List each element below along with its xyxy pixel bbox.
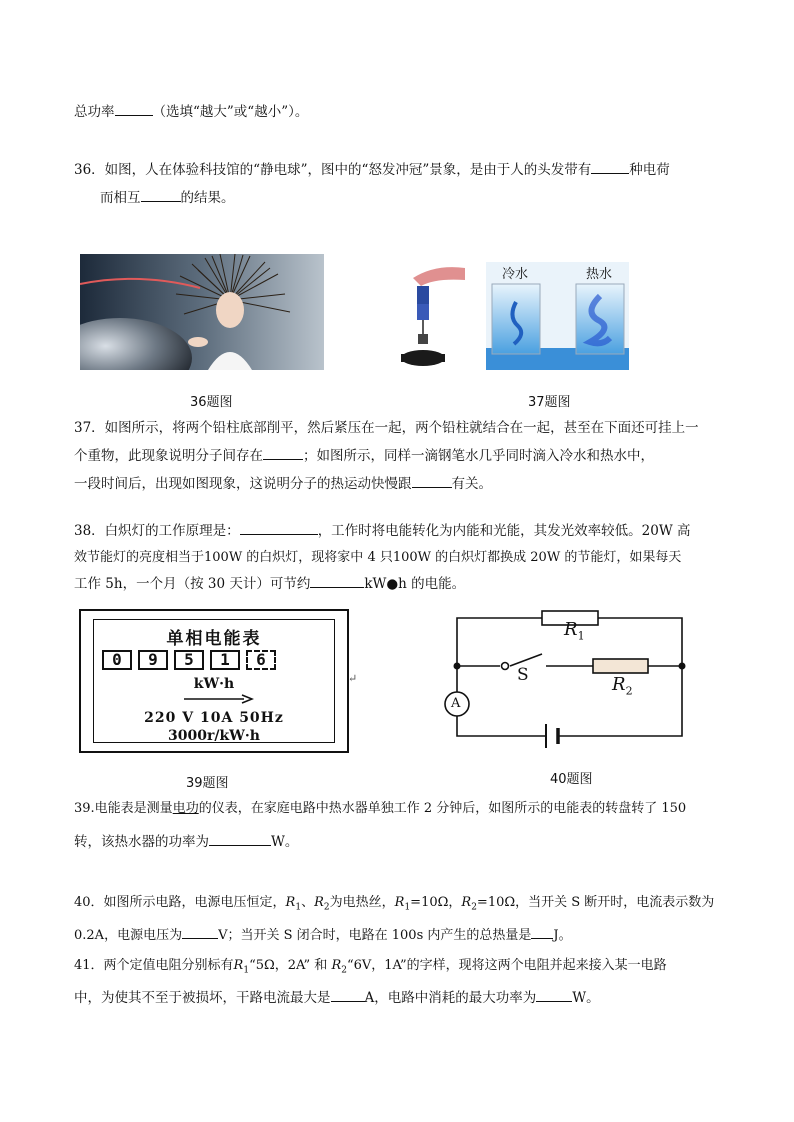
- answer-blank[interactable]: [240, 522, 318, 535]
- q40-r2: R: [314, 895, 324, 910]
- r1-subscript: 1: [577, 629, 585, 643]
- q41-text-e: W。: [572, 990, 600, 1006]
- q37-text-a: 个重物，此现象说明分子间存在: [74, 448, 263, 464]
- electric-meter-figure: [79, 609, 349, 753]
- r1-letter: R: [564, 619, 578, 640]
- q41-text-b: 的字样，现将这两个电阻并起来接入某一电路: [406, 958, 667, 973]
- q40-r1-value-label: R: [394, 895, 405, 910]
- q39-filled-answer: 电功: [172, 801, 199, 816]
- answer-blank[interactable]: [310, 575, 364, 588]
- r2-subscript: 2: [625, 684, 633, 698]
- meter-digit: 1: [210, 650, 240, 670]
- q36-line2: [100, 188, 235, 208]
- q40-r2-value-label: R: [461, 895, 472, 910]
- q35-suffix: （选填“越大”或“越小”）。: [152, 104, 309, 120]
- q40-line2: [74, 926, 572, 946]
- q37-line3: [74, 474, 492, 494]
- q41-text-d: A，电路中消耗的最大功率为: [364, 990, 537, 1006]
- q37-text-b: ；如图所示，同样一滴钢笔水几乎同时滴入冷水和热水中，: [303, 448, 654, 464]
- subscript: 2: [341, 965, 347, 976]
- subscript: 2: [471, 902, 477, 913]
- q39-text-b: 的仪表，在家庭电路中热水器单独工作 2 分钟后，如图所示的电能表的转盘转了 150: [198, 801, 687, 816]
- q39-text-d: W。: [271, 834, 299, 850]
- meter-digit: 5: [174, 650, 204, 670]
- q36-text-c: 而相互: [100, 190, 141, 206]
- q40-text-a: 40．如图所示电路，电源电压恒定，: [74, 895, 286, 910]
- resistor-r2: [593, 659, 648, 673]
- subscript: 1: [404, 902, 411, 913]
- caption-fig40: 40题图: [550, 772, 593, 787]
- meter-title: 单相电能表: [166, 629, 262, 649]
- meter-unit: kW·h: [193, 676, 235, 692]
- return-mark-icon: ↵: [348, 672, 358, 685]
- q41-r2-label: “6V，1A”: [346, 958, 407, 973]
- answer-blank[interactable]: [115, 103, 153, 116]
- q40-r1-value: =10Ω，: [410, 895, 462, 910]
- q38-line2: 效节能灯的亮度相当于100W 的白炽灯，现将家中 4 只100W 的白炽灯都换成 20W 的节能灯，如果每天: [74, 550, 682, 565]
- answer-blank[interactable]: [331, 989, 365, 1002]
- q36-line1: [74, 160, 670, 180]
- q38-line1: [74, 521, 691, 541]
- r2-letter: R: [612, 674, 626, 695]
- q36-text-a: 36．如图，人在体验科技馆的“静电球”，图中的“怒发冲冠”景象，是由于人的头发带有: [74, 162, 592, 178]
- q38-text-d: kW●h 的电能。: [364, 576, 466, 592]
- label-ammeter: A: [451, 696, 461, 711]
- q40-line1: [74, 893, 714, 918]
- subscript: 1: [295, 902, 302, 913]
- meter-face: [93, 619, 335, 743]
- q38-text-c: 工作 5h，一个月（按 30 天计）可节约: [74, 576, 311, 592]
- arrow-right-icon: [184, 694, 254, 704]
- meter-digit: 9: [138, 650, 168, 670]
- answer-blank[interactable]: [531, 926, 553, 939]
- caption-fig39: 39题图: [186, 776, 229, 791]
- answer-blank[interactable]: [591, 161, 629, 174]
- q36-text-b: 种电荷: [629, 162, 670, 178]
- q35-tail: [74, 102, 308, 122]
- q37-text-d: 有关。: [451, 476, 492, 492]
- q39-line2: [74, 832, 298, 852]
- q41-text-a: 41．两个定值电阻分别标有: [74, 958, 234, 973]
- label-s: S: [517, 665, 529, 685]
- answer-blank[interactable]: [182, 926, 218, 939]
- q40-text-e: J。: [553, 928, 572, 943]
- q41-text-c: 中，为使其不至于被损坏，干路电流最大是: [74, 990, 331, 1006]
- q41-and: 和: [310, 958, 332, 973]
- q36-text-d: 的结果。: [180, 190, 235, 206]
- label-r1: [564, 620, 585, 647]
- q38-line3: [74, 574, 465, 594]
- label-r2: [612, 675, 633, 702]
- q38-text-a: 38．白炽灯的工作原理是：: [74, 523, 240, 539]
- static-electricity-photo: [80, 254, 324, 370]
- q40-text-c: 0.2A，电源电压为: [74, 928, 183, 943]
- meter-digits: [102, 650, 276, 670]
- q39-line1: [74, 799, 686, 819]
- subscript: 2: [323, 902, 330, 913]
- q41-line1: [74, 956, 667, 981]
- answer-blank[interactable]: [263, 447, 303, 460]
- answer-blank[interactable]: [209, 833, 271, 846]
- q41-r1: R: [233, 958, 244, 973]
- q41-r2: R: [331, 958, 342, 973]
- q39-text-a: 39.电能表是测量: [74, 801, 173, 816]
- meter-rate: 3000r/kW·h: [168, 728, 260, 744]
- meter-digit-decimal: 6: [246, 650, 276, 670]
- caption-fig37: 37题图: [528, 395, 571, 410]
- subscript: 1: [243, 965, 250, 976]
- q41-r1-label: “5Ω，2A”: [249, 958, 311, 973]
- q40-text-d: V；当开关 S 闭合时，电路在 100s 内产生的总热量是: [218, 928, 532, 943]
- meter-digit: 0: [102, 650, 132, 670]
- q40-text-b: 为电热丝，: [329, 895, 395, 910]
- q40-r2-value: =10Ω，当开关 S 断开时，电流表示数为: [476, 895, 715, 910]
- fig37-cold-label: 冷水: [502, 267, 529, 282]
- q41-line2: [74, 988, 600, 1008]
- q40-sep: 、: [301, 895, 315, 910]
- caption-fig36: 36题图: [190, 395, 233, 410]
- q40-r1: R: [285, 895, 296, 910]
- answer-blank[interactable]: [141, 189, 181, 202]
- lead-cylinders-photo: [395, 264, 470, 372]
- q35-text: 总功率: [74, 104, 115, 120]
- q39-text-c: 转，该热水器的功率为: [74, 834, 209, 850]
- answer-blank[interactable]: [536, 989, 572, 1002]
- q37-line1: 37．如图所示，将两个铅柱底部削平，然后紧压在一起，两个铅柱就结合在一起，甚至在下面还可挂上一: [74, 420, 699, 436]
- q37-line2: [74, 446, 654, 466]
- q37-text-c: 一段时间后，出现如图现象，这说明分子的热运动快慢跟: [74, 476, 412, 492]
- q38-text-b: ，工作时将电能转化为内能和光能，其发光效率较低。20W 高: [317, 523, 691, 539]
- meter-spec: 220 V 10A 50Hz: [144, 710, 284, 726]
- fig37-hot-label: 热水: [586, 267, 613, 282]
- answer-blank[interactable]: [412, 475, 452, 488]
